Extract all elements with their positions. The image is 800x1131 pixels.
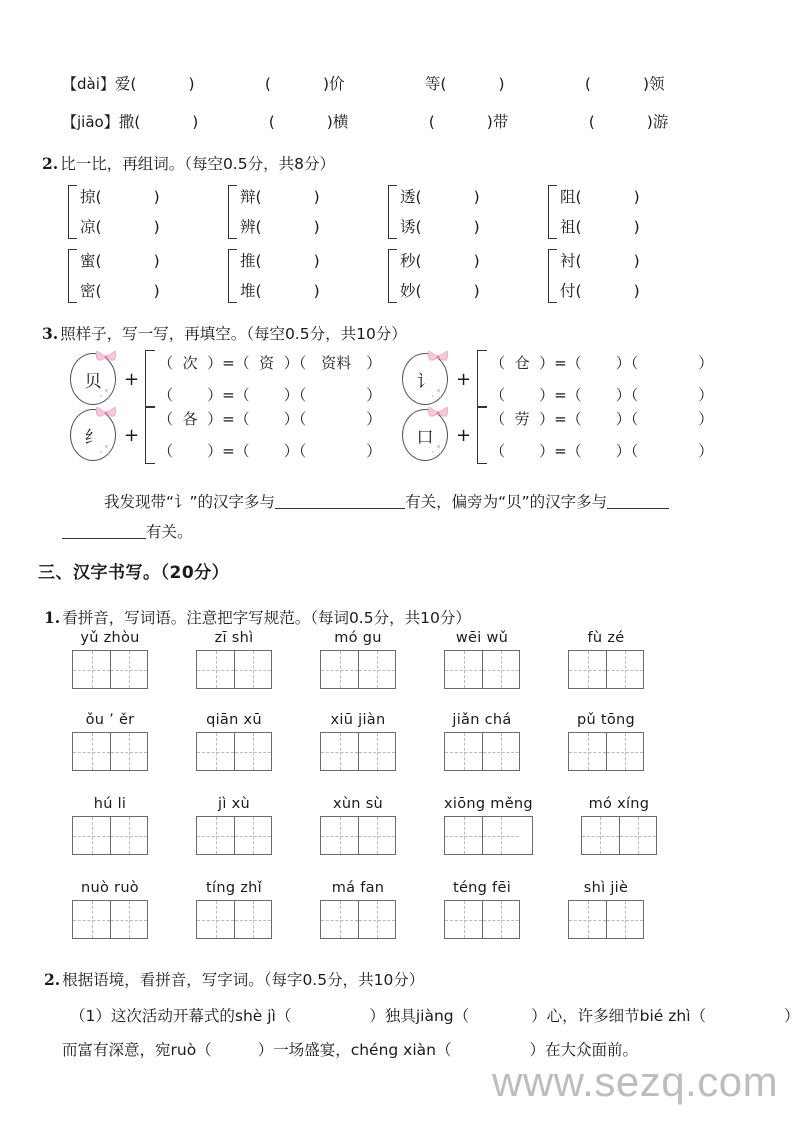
brace-icon — [68, 249, 77, 303]
question-3-title: 照样子，写一写，再填空。（每空0.5分，共10分） — [60, 325, 407, 343]
compare-group — [548, 246, 640, 306]
pinyin-label: téng fēi — [452, 880, 512, 896]
question-2-title: 比一比，再组词。（每空0.5分，共8分） — [60, 155, 335, 173]
radical-equation[interactable]: （ 仓 ）=（ ）（ ） — [490, 354, 714, 372]
tianzige-box[interactable] — [320, 816, 396, 855]
tianzige-box[interactable] — [444, 732, 520, 771]
tianzige-box[interactable] — [320, 732, 396, 771]
brace-icon — [548, 185, 557, 239]
plus-icon: + — [456, 368, 472, 390]
radical-char: 讠 — [416, 371, 434, 392]
polyphonic-blank[interactable]: 等( ) — [424, 75, 505, 93]
compare-blank[interactable]: 诱( ) — [400, 218, 480, 236]
polyphonic-reading-jiao: 【jiāo】 — [62, 113, 119, 131]
writing-grid-item — [72, 630, 148, 689]
radical-group — [402, 406, 713, 464]
radical-group — [402, 350, 713, 408]
writing-grid-item — [320, 630, 396, 689]
writing-grid-item — [444, 630, 520, 689]
writing-grid-item — [72, 880, 148, 939]
radical-circle — [70, 409, 116, 461]
pinyin-label: qiān xū — [206, 712, 262, 728]
compare-group — [228, 246, 320, 306]
writing-grid-item — [444, 796, 533, 855]
radical-equation[interactable]: （ ）=（ ）（ ） — [158, 386, 382, 404]
writing-grid-row — [72, 880, 644, 939]
writing-grid-item — [568, 630, 644, 689]
question-2-number: 2. — [42, 154, 59, 173]
polyphonic-blank[interactable]: 撒( ) — [118, 113, 199, 131]
pinyin-label: pǔ tōng — [576, 712, 636, 728]
pinyin-label: má fan — [331, 880, 385, 896]
compare-blank[interactable]: 推( ) — [240, 252, 320, 270]
writing-grid-item — [72, 712, 148, 771]
brace-icon — [477, 406, 487, 464]
radical-equation[interactable]: （ ）=（ ）（ ） — [490, 386, 714, 404]
tianzige-box[interactable] — [196, 732, 272, 771]
tianzige-box[interactable] — [568, 900, 644, 939]
radical-char: 纟 — [84, 427, 102, 448]
tianzige-box[interactable] — [444, 650, 520, 689]
tianzige-box[interactable] — [72, 732, 148, 771]
compare-blank[interactable]: 堆( ) — [240, 282, 320, 300]
writing-grid-item — [196, 880, 272, 939]
brace-icon — [145, 406, 155, 464]
pinyin-label: wēi wǔ — [455, 630, 509, 646]
watermark: www.sezq.com — [492, 1058, 779, 1105]
writing-grid-item — [196, 712, 272, 771]
pinyin-label: ǒu ’ ěr — [85, 712, 135, 728]
tianzige-box[interactable] — [444, 900, 520, 939]
pinyin-label: hú li — [93, 796, 127, 812]
tianzige-box[interactable] — [581, 816, 657, 855]
compare-blank[interactable]: 付( ) — [560, 282, 640, 300]
discovery-sentence-line1: 我发现带“讠”的汉字多与 有关，偏旁为“贝”的汉字多与 — [104, 490, 669, 512]
pinyin-label: shì jiè — [583, 880, 629, 896]
writing-grid-item — [568, 712, 644, 771]
compare-group — [388, 246, 480, 306]
tianzige-box[interactable] — [72, 650, 148, 689]
compare-blank[interactable]: 透( ) — [400, 188, 480, 206]
polyphonic-blank[interactable]: ( )游 — [588, 113, 669, 131]
compare-blank[interactable]: 衬( ) — [560, 252, 640, 270]
context-sentence-line2: 而富有深意，宛ruò（ ）一场盛宴，chéng xiàn（ ）在大众面前。 — [62, 1041, 638, 1059]
brace-icon — [145, 350, 155, 408]
answer-blank[interactable] — [275, 494, 405, 509]
pinyin-label: xùn sù — [332, 796, 384, 812]
writing-grid-item — [196, 630, 272, 689]
writing-grid-item — [72, 796, 148, 855]
tianzige-box[interactable] — [196, 816, 272, 855]
pinyin-label: zī shì — [214, 630, 254, 646]
polyphonic-blank[interactable]: ( )价 — [264, 75, 345, 93]
radical-char: 口 — [416, 427, 434, 448]
compare-blank[interactable]: 辨( ) — [240, 218, 320, 236]
section3-question-2-title: 根据语境，看拼音，写字词。（每字0.5分，共10分） — [62, 971, 425, 989]
discovery-sentence-line2: 有关。 — [62, 520, 193, 542]
compare-group — [548, 182, 640, 242]
radical-equation[interactable]: （ ）=（ ）（ ） — [158, 442, 382, 460]
compare-blank[interactable]: 阻( ) — [560, 188, 640, 206]
plus-icon: + — [124, 368, 140, 390]
writing-grid-item — [444, 880, 520, 939]
bow-icon — [95, 349, 117, 365]
context-sentence-line1: （1）这次活动开幕式的shè jì（ ）独具jiàng（ ）心，许多细节bié zhì（ ） — [70, 1007, 800, 1025]
brace-icon — [228, 185, 237, 239]
polyphonic-row-jiao — [62, 110, 668, 132]
bow-icon — [95, 405, 117, 421]
compare-blank[interactable]: 蜜( ) — [80, 252, 160, 270]
pinyin-label: fù zé — [587, 630, 625, 646]
bow-icon — [427, 405, 449, 421]
brace-icon — [548, 249, 557, 303]
section-3-heading: 三、汉字书写。（20分） — [38, 563, 230, 583]
polyphonic-reading-dai: 【dài】 — [62, 75, 115, 93]
answer-blank[interactable] — [607, 494, 669, 509]
question-2-heading — [42, 152, 335, 174]
radical-equation[interactable]: （ 各 ）=（ ）（ ） — [158, 410, 382, 428]
tianzige-box[interactable] — [320, 650, 396, 689]
radical-group — [70, 406, 381, 464]
compare-group — [388, 182, 480, 242]
compare-blank[interactable]: 秒( ) — [400, 252, 480, 270]
writing-grid-item — [320, 796, 396, 855]
tianzige-box[interactable] — [72, 816, 148, 855]
writing-grid-item — [444, 712, 520, 771]
radical-circle — [402, 353, 448, 405]
writing-grid-row — [72, 712, 644, 771]
bow-icon — [427, 349, 449, 365]
brace-icon — [477, 350, 487, 408]
tianzige-box[interactable] — [444, 816, 533, 855]
radical-group — [70, 350, 381, 408]
polyphonic-blank[interactable]: ( )带 — [428, 113, 509, 131]
writing-grid-row — [72, 630, 644, 689]
writing-grid-item — [581, 796, 657, 855]
brace-icon — [388, 249, 397, 303]
writing-grid-item — [320, 712, 396, 771]
pinyin-label: mó gu — [334, 630, 382, 646]
tianzige-box[interactable] — [196, 900, 272, 939]
polyphonic-row-dai — [62, 72, 665, 94]
radical-circle — [402, 409, 448, 461]
pinyin-label: yǔ zhòu — [80, 630, 140, 646]
section3-question-1-number: 1. — [44, 608, 61, 627]
tianzige-box[interactable] — [320, 900, 396, 939]
tianzige-box[interactable] — [568, 732, 644, 771]
pinyin-label: nuò ruò — [81, 880, 139, 896]
polyphonic-blank[interactable]: ( )领 — [584, 75, 665, 93]
polyphonic-blank[interactable]: ( )横 — [268, 113, 349, 131]
compare-blank[interactable]: 密( ) — [80, 282, 160, 300]
writing-grid-item — [320, 880, 396, 939]
compare-group — [68, 246, 160, 306]
plus-icon: + — [124, 424, 140, 446]
writing-grid-row — [72, 796, 657, 855]
tianzige-box[interactable] — [568, 650, 644, 689]
pinyin-label: mó xíng — [588, 796, 650, 812]
plus-icon: + — [456, 424, 472, 446]
pinyin-label: xiōng měng — [444, 796, 533, 812]
question-3-number: 3. — [42, 324, 59, 343]
tianzige-box[interactable] — [196, 650, 272, 689]
compare-blank[interactable]: 辩( ) — [240, 188, 320, 206]
question-3-heading — [42, 322, 407, 344]
compare-group — [228, 182, 320, 242]
compare-blank[interactable]: 祖( ) — [560, 218, 640, 236]
polyphonic-blank[interactable]: 爱( ) — [114, 75, 195, 93]
compare-blank[interactable]: 凉( ) — [80, 218, 160, 236]
section3-question-2-number: 2. — [44, 970, 61, 989]
pinyin-label: jiǎn chá — [452, 712, 512, 728]
tianzige-box[interactable] — [72, 900, 148, 939]
brace-icon — [228, 249, 237, 303]
pinyin-label: tíng zhǐ — [206, 880, 262, 896]
radical-circle — [70, 353, 116, 405]
brace-icon — [68, 185, 77, 239]
compare-group — [68, 182, 160, 242]
writing-grid-item — [568, 880, 644, 939]
compare-blank[interactable]: 掠( ) — [80, 188, 160, 206]
radical-equation[interactable]: （ ）=（ ）（ ） — [490, 442, 714, 460]
answer-blank[interactable] — [62, 524, 146, 539]
radical-equation[interactable]: （ 次 ）=（ 资 ）（ 资料 ） — [158, 354, 382, 372]
section3-question-2-heading — [44, 968, 424, 990]
pinyin-label: xiū jiàn — [330, 712, 386, 728]
brace-icon — [388, 185, 397, 239]
pinyin-label: jì xù — [218, 796, 250, 812]
section3-question-1-title: 看拼音，写词语。注意把字写规范。（每词0.5分，共10分） — [62, 609, 471, 627]
radical-equation[interactable]: （ 劳 ）=（ ）（ ） — [490, 410, 714, 428]
writing-grid-item — [196, 796, 272, 855]
compare-blank[interactable]: 妙( ) — [400, 282, 480, 300]
section3-question-1-heading — [44, 606, 471, 628]
radical-char: 贝 — [84, 371, 102, 392]
